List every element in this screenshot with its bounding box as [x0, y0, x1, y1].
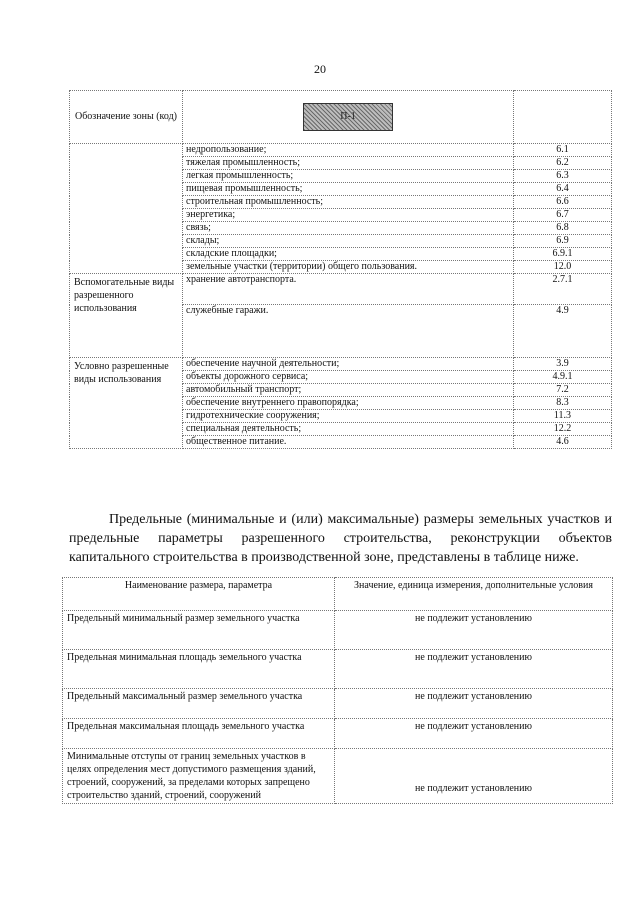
zone-code-cell: [183, 91, 514, 144]
params-header-row: [63, 578, 613, 611]
use-code: 6.1: [514, 144, 612, 157]
table-row: [70, 144, 612, 157]
param-value: не подлежит установлению: [335, 719, 613, 749]
use-name: пищевая промышленность;: [183, 183, 514, 196]
table-row: [63, 689, 613, 719]
use-code: 7.2: [514, 384, 612, 397]
use-name: гидротехнические сооружения;: [183, 410, 514, 423]
param-name: Предельная минимальная площадь земельного участка: [63, 650, 335, 689]
use-name: общественное питание.: [183, 436, 514, 449]
page-number: 20: [314, 62, 326, 76]
param-value: не подлежит установлению: [335, 650, 613, 689]
use-code: 2.7.1: [514, 274, 612, 305]
table-row: [63, 719, 613, 749]
use-code: 6.8: [514, 222, 612, 235]
zone-header-label: Обозначение зоны (код): [74, 111, 178, 122]
use-name: легкая промышленность;: [183, 170, 514, 183]
use-code: 12.0: [514, 261, 612, 274]
use-name: энергетика;: [183, 209, 514, 222]
conditional-uses-label: Условно разрешенные виды использования: [70, 358, 183, 449]
use-code: 4.9: [514, 305, 612, 358]
table-row: [63, 650, 613, 689]
zone-header-empty-cell: [514, 91, 612, 144]
param-name: Предельный максимальный размер земельного участка: [63, 689, 335, 719]
zone-code-box: [303, 103, 393, 131]
param-name: Предельная максимальная площадь земельного участка: [63, 719, 335, 749]
use-code: 6.7: [514, 209, 612, 222]
use-code: 6.9: [514, 235, 612, 248]
use-code: 8.3: [514, 397, 612, 410]
use-name: земельные участки (территории) общего пользования.: [183, 261, 514, 274]
use-name: тяжелая промышленность;: [183, 157, 514, 170]
use-name: специальная деятельность;: [183, 423, 514, 436]
use-name: складские площадки;: [183, 248, 514, 261]
use-code: 6.9.1: [514, 248, 612, 261]
zone-uses-table: [69, 90, 612, 449]
use-code: 4.9.1: [514, 371, 612, 384]
use-name: обеспечение научной деятельности;: [183, 358, 514, 371]
use-name: обеспечение внутреннего правопорядка;: [183, 397, 514, 410]
param-value: не подлежит установлению: [335, 689, 613, 719]
use-name: недропользование;: [183, 144, 514, 157]
param-name: Предельный минимальный размер земельного участка: [63, 611, 335, 650]
use-code: 12.2: [514, 423, 612, 436]
table-row: [70, 274, 612, 305]
use-name: связь;: [183, 222, 514, 235]
params-col2-header: Значение, единица измерения, дополнительные условия: [335, 578, 613, 611]
use-name: строительная промышленность;: [183, 196, 514, 209]
use-code: 6.3: [514, 170, 612, 183]
use-name: объекты дорожного сервиса;: [183, 371, 514, 384]
params-col1-header: Наименование размера, параметра: [63, 578, 335, 611]
use-name: хранение автотранспорта.: [183, 274, 514, 305]
zone-header-label-cell: [70, 91, 183, 144]
table-row: [70, 358, 612, 371]
param-value: не подлежит установлению: [335, 749, 613, 804]
use-name: автомобильный транспорт;: [183, 384, 514, 397]
param-name: Минимальные отступы от границ земельных участков в целях определения мест допустимого размещения зданий, строений, сооружений, за пределами которых запрещено строительство зданий, строений, сооружений: [63, 749, 335, 804]
use-code: 6.4: [514, 183, 612, 196]
auxiliary-uses-label: Вспомогательные виды разрешенного использования: [70, 274, 183, 358]
use-code: 6.2: [514, 157, 612, 170]
zone-header-row: [70, 91, 612, 144]
table-row: [63, 749, 613, 804]
param-value: не подлежит установлению: [335, 611, 613, 650]
use-code: 6.6: [514, 196, 612, 209]
use-name: склады;: [183, 235, 514, 248]
use-code: 11.3: [514, 410, 612, 423]
body-paragraph: Предельные (минимальные и (или) максимальные) размеры земельных участков и предельные параметры разрешенного строительства, реконструкции объектов капитального строительства в производственной зоне, представлены в таблице ниже.: [69, 512, 612, 565]
use-name: служебные гаражи.: [183, 305, 514, 358]
use-code: 3.9: [514, 358, 612, 371]
params-table: [62, 577, 613, 804]
main-uses-label-cell: [70, 144, 183, 274]
table-row: [63, 611, 613, 650]
use-code: 4.6: [514, 436, 612, 449]
zone-code: П-1: [340, 111, 356, 122]
